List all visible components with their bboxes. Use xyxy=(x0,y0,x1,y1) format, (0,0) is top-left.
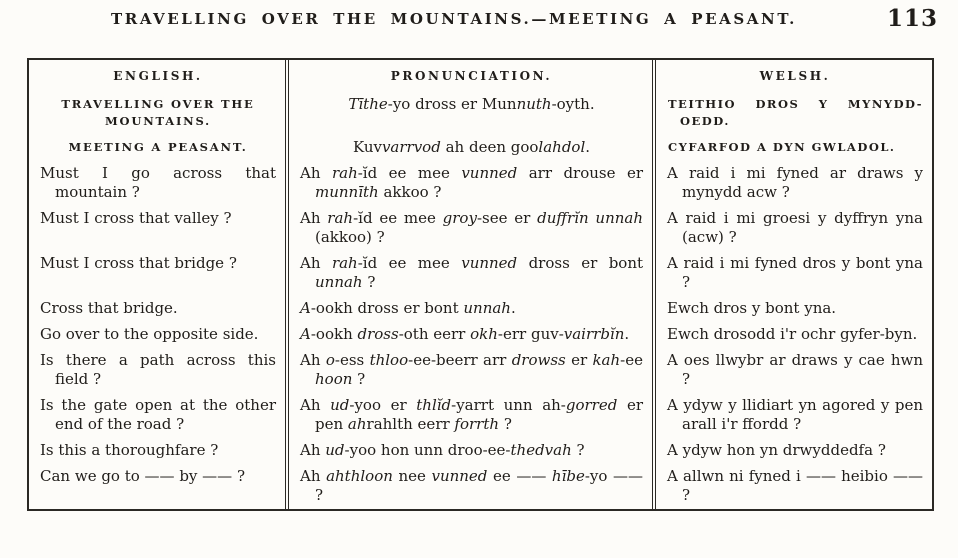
cell-english: Can we go to —— by —— ? xyxy=(40,467,245,485)
cell-pronunciation: Ah rah-ĭd ee mee vunned dross er bont unnah ? xyxy=(285,251,656,296)
table-row xyxy=(29,206,932,251)
cell-pronunciation: A-ookh dross-oth eerr okh-err guv-vairrbĭn. xyxy=(285,322,656,348)
cell-english: Is there a path across this field ? xyxy=(40,351,276,388)
cell-welsh: Ewch dros y bont yna. xyxy=(667,299,837,317)
cell-pronunciation: Kuvvarrvod ah deen goolahdol. xyxy=(285,134,656,161)
cell-welsh: TEITHIO DROS Y MYNYDD-OEDD. xyxy=(668,97,923,128)
table-header-row xyxy=(29,60,932,91)
cell-welsh: A allwn ni fyned i —— heibio —— ? xyxy=(667,467,923,504)
cell-english: Is the gate open at the other end of the road ? xyxy=(40,396,276,433)
cell-welsh: A raid i mi fyned dros y bont yna ? xyxy=(667,254,923,291)
cell-english: Must I cross that bridge ? xyxy=(40,254,237,272)
table-row xyxy=(29,296,932,322)
table-row xyxy=(29,322,932,348)
cell-welsh: A raid i mi groesi y dyffryn yna (acw) ? xyxy=(667,209,923,246)
table-row xyxy=(29,464,932,509)
cell-english: Must I cross that valley ? xyxy=(40,209,232,227)
column-header-welsh: WELSH. xyxy=(759,69,831,83)
cell-welsh: A ydyw hon yn drwyddedfa ? xyxy=(667,441,886,459)
cell-english: MEETING A PEASANT. xyxy=(68,140,248,154)
column-header-pronunciation: PRONUNCIATION. xyxy=(285,60,656,91)
phrase-table xyxy=(27,58,934,511)
cell-pronunciation: Ah ud-yoo er thlĭd-yarrt unn ah-gorred er pen ahrahlth eerr forrth ? xyxy=(285,393,656,438)
cell-welsh: A raid i mi fyned ar draws y mynydd acw ? xyxy=(667,164,923,201)
cell-english: Is this a thoroughfare ? xyxy=(40,441,219,459)
cell-pronunciation: Tīthe-yo dross er Munnuth-oyth. xyxy=(285,91,656,134)
cell-english: Go over to the opposite side. xyxy=(40,325,259,343)
cell-welsh: CYFARFOD A DYN GWLADOL. xyxy=(668,140,896,154)
table-row xyxy=(29,161,932,206)
table-row xyxy=(29,438,932,464)
cell-pronunciation: Ah o-ess thloo-ee-beerr arr drowss er kah-ee hoon ? xyxy=(285,348,656,393)
table-row xyxy=(29,251,932,296)
page-number: 113 xyxy=(886,5,938,32)
cell-welsh: A ydyw y llidiart yn agored y pen arall i'r ffordd ? xyxy=(667,396,923,433)
cell-english: Must I go across that mountain ? xyxy=(40,164,276,201)
running-head-title: TRAVELLING OVER THE MOUNTAINS.—MEETING A PEASANT. xyxy=(111,10,797,28)
cell-pronunciation: Ah ahthloon nee vunned ee —— hībe-yo —— ? xyxy=(285,464,656,509)
cell-welsh: A oes llwybr ar draws y cae hwn ? xyxy=(667,351,923,388)
section-row xyxy=(29,91,932,134)
cell-pronunciation: A-ookh dross er bont unnah. xyxy=(285,296,656,322)
cell-pronunciation: Ah rah-ĭd ee mee vunned arr drouse er munnīth akkoo ? xyxy=(285,161,656,206)
table-row xyxy=(29,393,932,438)
cell-english: TRAVELLING OVER THE MOUNTAINS. xyxy=(61,97,255,128)
section-row xyxy=(29,134,932,161)
cell-welsh: Ewch drosodd i'r ochr gyfer-byn. xyxy=(667,325,918,343)
column-header-english: ENGLISH. xyxy=(113,69,203,83)
cell-pronunciation: Ah rah-ĭd ee mee groy-see er duffrĭn unnah (akkoo) ? xyxy=(285,206,656,251)
table-row xyxy=(29,348,932,393)
cell-english: Cross that bridge. xyxy=(40,299,178,317)
cell-pronunciation: Ah ud-yoo hon unn droo-ee-thedvah ? xyxy=(285,438,656,464)
